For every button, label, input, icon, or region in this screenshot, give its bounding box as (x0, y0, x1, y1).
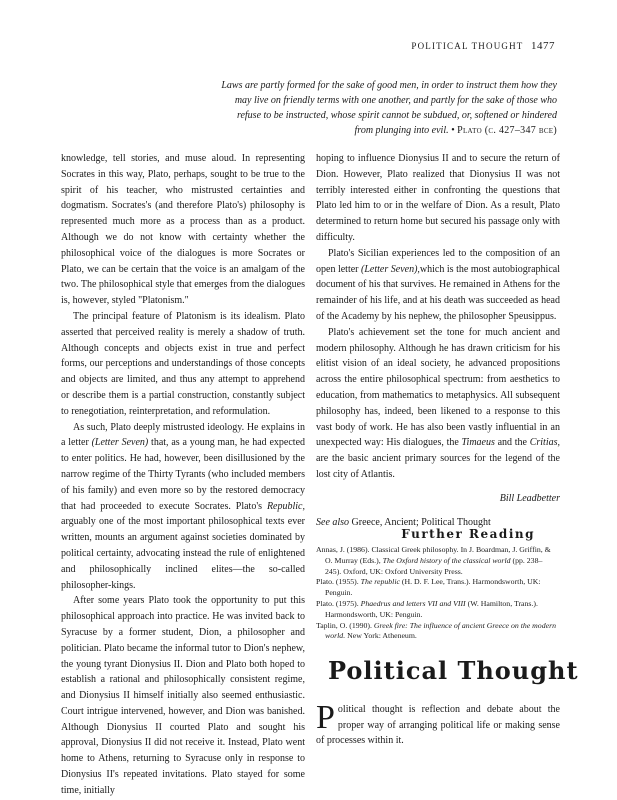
paragraph: After some years Plato took the opportunity to put this philosophical approach into practice. He was invited back to Syracuse by a former student, Dion, a philosopher and politician. Plato became the informal tutor to Dion's nephew, the young tyrant Dionysius II. Dion and Plato both hoped to establish a rational and philosophically consistent regime, and Dionysius II himself initially also seemed enthusiastic. Court intrigue intervened, however, and Dion was banished. Although Dionysius II courted Plato and sought his approval, Dionysius II did not receive it. Instead, Plato went home to Athens, returning to Syracuse only in response to Dionysius II's repeated invitations. Plato stayed for some time, initially (61, 595, 305, 796)
text-run: Plato's achievement set the tone for much ancient and modern philosophy. Although he has drawn criticism for his elitist vision of an ideal society, he advanced propositions across the entire philosophical spectrum: from aesthetics to education, from mathematics to metaphysics. All subsequent philosophy has, indeed, been likened to a response to this vast body of work. He has also been vastly influential in an unexpected way: His dialogues, the (316, 326, 560, 449)
text-run: Plato's Sicilian experiences led to the composition of an open letter (316, 247, 560, 275)
text-run: are the basic ancient primary sources for the legend of the lost city of Atlantis. (316, 453, 560, 480)
ref-text: Annas, J. (1986). Classical Greek philosophy. In J. Boardman, J. Griffin, & O. Murray (Eds.), (316, 545, 551, 565)
ref-text: (W. Hamilton, Trans.). Harmondsworth, UK: Penguin. (325, 598, 538, 619)
reference-item (316, 577, 558, 599)
ref-text: (pp. 238–245). Oxford, UK: Oxford University Press. (325, 555, 543, 576)
see-also-links: Greece, Ancient; Political Thought (349, 516, 491, 528)
entry-title: Political Thought (328, 656, 579, 685)
paragraph (316, 325, 560, 483)
text-run: that, as a young man, he had expected to enter politics. He had, however, been disillusioned by the narrow regime of the Thirty Tyrants (who included members of his family) and even more so by the restored democracy that had proceeded to execute Socrates. Plato's (61, 437, 306, 512)
epigraph-bullet: • (451, 125, 455, 136)
text-run: and the (494, 437, 530, 449)
paragraph (61, 420, 305, 594)
paragraph: hoping to influence Dionysius II and to secure the return of Dion. However, Plato realized that Dionysius II was not terribly interested either in confronting the questions that Plato led him to or in the welfare of Dion. As a result, Plato determined to return home but secured his passage only with difficulty. (316, 153, 560, 243)
ref-text: Plato. (1975). (316, 598, 361, 608)
drop-cap: P (316, 699, 335, 736)
reference-item (316, 621, 558, 643)
ref-text: Plato. (1955). (316, 577, 361, 587)
epigraph-quote: Laws are partly formed for the sake of good men, in order to instruct them how they may live on friendly terms with one another, and partly for the sake of those who refuse to be instructed, whose spirit cannot be subdued, or, softened or hindered from plunging into evil. (221, 80, 557, 136)
paragraph (316, 246, 560, 325)
text-run: As such, Plato deeply mistrusted ideology. He explains in a letter (61, 421, 305, 449)
text-run: arguably one of the most important philosophical texts ever written, mounts an argument against societies dominated by political certainty, advocating instead the rule of enlightened and philosophically inclined elites—the so-called philosopher-kings. (61, 516, 305, 591)
italic-title: Republic, (266, 500, 305, 512)
page-number: 1477 (531, 40, 555, 52)
reference-list (316, 545, 558, 642)
ref-title: The republic (360, 577, 400, 587)
entry-intro (316, 699, 560, 749)
ref-text: Taplin, O. (1990). (316, 620, 374, 630)
paragraph: knowledge, tell stories, and muse aloud. In representing Socrates in this way, Plato, perhaps, sought to be true to the spirit of his teacher, who mistrusted certainties and dogmatism. Socrates's (and therefore Plato's) philosophy is represented much more as a process than as a product. Although we do not know with certainty whether the philosophical voice of the dialogues is more Socrates or Plato, we can be certain that the voice is an amalgam of the two. The philosophical style that emerges from the dialogues is, however, styled "Platonism." (61, 153, 305, 307)
ref-text: (H. D. F. Lee, Trans.). Harmondsworth, UK: Penguin. (325, 577, 541, 598)
paragraph: The principal feature of Platonism is its idealism. Plato asserted that perceived reality is merely a shadow of truth. Although concepts and objects exist in true and perfect forms, our perceptions and understandings of those concepts and objects are limited, and thus any attempt to apprehend or describe them is a partial construction, constantly subject to renegotiation, reinterpretation, and reformulation. (61, 310, 305, 417)
reference-item (316, 599, 558, 621)
reference-item (316, 545, 558, 577)
italic-title: (Letter Seven), (361, 263, 420, 275)
running-head (411, 40, 555, 52)
italic-title: (Letter Seven) (91, 437, 149, 449)
running-head-label: POLITICAL THOUGHT (411, 41, 524, 51)
italic-title: Timaeus (461, 437, 495, 449)
author-signature: Bill Leadbetter (499, 492, 560, 504)
left-column (61, 151, 305, 799)
ref-title: Phaedrus and letters VII and VIII (360, 598, 466, 608)
italic-title: Critias, (529, 437, 561, 449)
ref-title: Greek fire: The influence of ancient Greece on the modern world. (325, 620, 557, 641)
intro-text: olitical thought is reflection and debate about the proper way of arranging political life or making sense of processes within it. (316, 704, 560, 746)
epigraph (217, 78, 557, 138)
ref-text: New York: Atheneum. (345, 631, 417, 641)
ref-title: The Oxford history of the classical world (382, 555, 511, 565)
right-column (316, 151, 560, 530)
see-also-label: See also (316, 516, 350, 528)
epigraph-attribution: Plato (c. 427–347 bce) (457, 125, 557, 136)
further-reading-heading: Further Reading (401, 527, 535, 541)
text-run: which is the most autobiographical document of his that survives. He remained in Athens for the remainder of his life, and at his death was succeeded as head of the Academy by his nephew, the philosopher Speusippus. (316, 263, 560, 322)
